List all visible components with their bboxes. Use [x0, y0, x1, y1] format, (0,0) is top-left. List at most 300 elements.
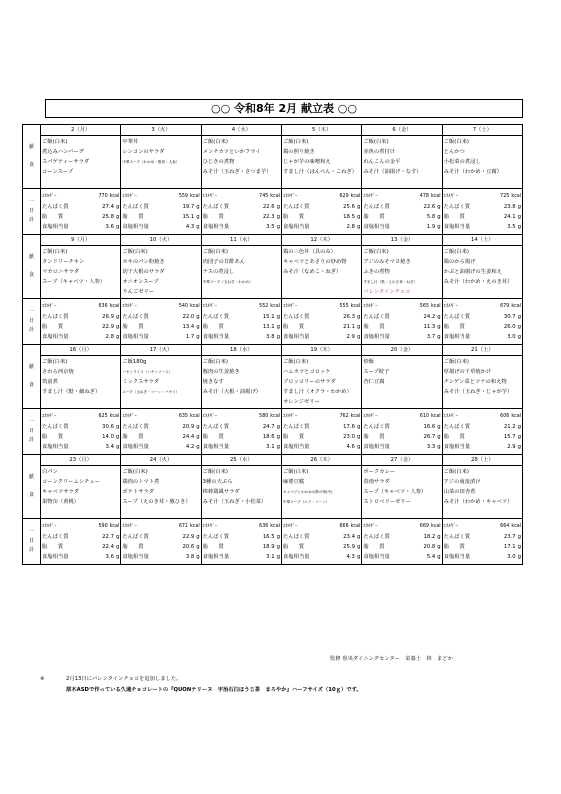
- nutrient-energy-label: ｴﾈﾙｷﾞｰ: [443, 524, 459, 529]
- nutrient-salt-label: 食塩相当量: [443, 444, 471, 450]
- nutrient-salt-number: 3.1: [266, 554, 275, 560]
- nutrient-protein: [283, 422, 360, 432]
- nutrient-salt-label: 食塩相当量: [42, 334, 69, 340]
- nutrient-salt-unit: g: [517, 224, 521, 230]
- nutrient-energy-label: ｴﾈﾙｷﾞｰ: [363, 414, 378, 419]
- nutrient-fat-label: 脂 質: [443, 544, 465, 550]
- nutrient-salt-number: 4.3: [346, 554, 355, 560]
- dish-item: れんこんの金平: [363, 159, 401, 165]
- nutrient-energy-label: ｴﾈﾙｷﾞｰ: [42, 524, 57, 529]
- nutrient-protein-number: 22.6: [423, 204, 436, 210]
- nutrient-protein-number: 30.7: [503, 314, 516, 320]
- nutrient-fat: [122, 212, 199, 222]
- dish-item: みそ汁（玉ねぎ・小松菜）: [202, 499, 267, 505]
- day-nutrition-cell: [442, 519, 522, 565]
- dish-item: 鶏の照り焼き: [282, 149, 315, 155]
- nutrient-energy-label: ｴﾈﾙｷﾞｰ: [122, 524, 137, 529]
- dish-item: スパゲティーサラダ: [42, 159, 90, 165]
- nutrient-protein: [42, 422, 119, 432]
- nutrient-fat-number: 17.1: [503, 544, 516, 550]
- nutrient-protein-number: 22.0: [182, 314, 195, 320]
- nutrient-fat-value: [343, 212, 360, 222]
- nutrient-energy-value: [339, 522, 360, 532]
- dish-item: ポークカレー: [363, 469, 396, 475]
- nutrient-salt-value: [347, 222, 361, 232]
- dish-item: ご飯(白米): [443, 249, 469, 255]
- dish-item: ブロッコリーのサラダ: [282, 379, 336, 385]
- nutrient-salt-value: [186, 442, 200, 452]
- nutrient-energy: [444, 522, 521, 532]
- menu-side-label: [23, 345, 41, 409]
- day-header: 3（火）: [121, 125, 200, 136]
- dish-item: メンチカツといかフライ: [202, 149, 261, 155]
- day-menu-cell: [201, 455, 281, 519]
- nutrient-protein-label: たんぱく質: [122, 534, 149, 540]
- nutrient-fat-value: [182, 432, 199, 442]
- dish-item: 杏仁豆腐: [363, 379, 385, 385]
- nutrient-fat-label: 脂 質: [443, 214, 465, 220]
- nutrient-fat: [42, 542, 119, 552]
- day-nutrition-cell: [121, 189, 201, 235]
- credit-line: 監修 県央ダイニングセンター 栄養士 林 まどか: [330, 656, 453, 662]
- dish-item: ミックスサラダ: [122, 379, 160, 385]
- nutrient-fat-number: 24.4: [182, 434, 195, 440]
- nutrient-protein-unit: g: [437, 204, 441, 210]
- nutrient-energy-label: ｴﾈﾙｷﾞｰ: [363, 304, 378, 309]
- nutrient-salt-number: 3.0: [507, 334, 516, 340]
- nutrient-fat-value: [423, 432, 440, 442]
- nutrient-energy-value: [179, 302, 200, 312]
- nutrient-salt-unit: g: [196, 334, 200, 340]
- nutrient-protein-value: [343, 202, 360, 212]
- nutrient-protein-label: たんぱく質: [282, 534, 310, 540]
- nutrient-protein-unit: g: [356, 204, 361, 210]
- nutrient-protein: [444, 202, 521, 212]
- nutrition-side-label: [23, 519, 41, 565]
- nutrient-salt-number: 3.5: [266, 224, 275, 230]
- nutrient-energy: [363, 412, 440, 422]
- nutrient-salt-number: 2.9: [507, 444, 516, 450]
- nutrient-energy-label: ｴﾈﾙｷﾞｰ: [363, 524, 378, 529]
- nutrient-fat-label: 脂 質: [282, 434, 305, 440]
- dish-item: ご飯(白米): [282, 359, 309, 365]
- nutrient-protein-value: [504, 422, 521, 432]
- nutrient-fat-number: 22.3: [262, 214, 275, 220]
- nutrient-energy-number: 770: [98, 194, 108, 199]
- dish-item: みそ汁（わかめ・豆腐）: [443, 169, 502, 175]
- nutrient-protein-unit: g: [276, 314, 280, 320]
- nutrient-fat-unit: g: [115, 544, 120, 550]
- dish-item: 中華丼: [122, 139, 139, 145]
- dish-item: 果物缶（黄桃）: [42, 499, 80, 505]
- nutrient-salt-value: [186, 332, 200, 342]
- nutrition-row: [23, 519, 523, 565]
- nutrient-fat-value: [263, 542, 280, 552]
- nutrient-fat-number: 25.8: [102, 214, 114, 220]
- nutrient-fat: [363, 432, 440, 442]
- nutrient-salt-label: 食塩相当量: [202, 554, 230, 560]
- day-nutrition-cell: [281, 409, 361, 455]
- dish-item: 鶏肉のトマト煮: [122, 479, 160, 485]
- day-header: 25（水）: [202, 455, 281, 466]
- nutrient-salt-label: 食塩相当量: [443, 554, 471, 560]
- day-menu-cell: [121, 125, 201, 189]
- nutrient-salt-label: 食塩相当量: [202, 224, 230, 230]
- nutrient-protein-unit: g: [437, 534, 441, 540]
- nutrient-fat-label: 脂 質: [42, 214, 64, 220]
- nutrient-salt-unit: g: [276, 334, 280, 340]
- dish-item: ポテトサラダ: [122, 489, 155, 495]
- day-header: 4（水）: [202, 125, 281, 136]
- nutrient-protein-number: 26.3: [343, 314, 355, 320]
- nutrient-fat-unit: g: [115, 214, 120, 220]
- nutrient-salt-unit: g: [437, 334, 441, 340]
- nutrient-protein-number: 26.9: [102, 314, 114, 320]
- nutrient-salt-label: 食塩相当量: [42, 444, 69, 450]
- nutrient-fat-label: 脂 質: [363, 324, 385, 330]
- nutrient-salt: [122, 442, 199, 452]
- nutrient-protein-label: たんぱく質: [443, 314, 471, 320]
- nutrient-salt-label: 食塩相当量: [363, 554, 390, 560]
- nutrient-salt-number: 2.8: [346, 224, 355, 230]
- nutrient-fat-label: 脂 質: [202, 324, 224, 330]
- day-nutrition-cell: [121, 299, 201, 345]
- nutrient-protein-unit: g: [196, 204, 200, 210]
- day-nutrition-cell: [201, 409, 281, 455]
- dish-item: 切干大根のサラダ: [122, 269, 165, 275]
- menu-side-label: [23, 455, 41, 519]
- nutrient-salt-unit: g: [276, 224, 280, 230]
- nutrient-protein: [122, 202, 199, 212]
- nutrient-protein-unit: g: [196, 534, 200, 540]
- nutrient-salt-value: [186, 552, 200, 562]
- nutrient-protein-value: [263, 312, 280, 322]
- nutrient-salt: [203, 332, 280, 342]
- nutrient-protein-label: たんぱく質: [42, 534, 69, 540]
- day-header: 23（月）: [41, 455, 120, 466]
- nutrient-energy: [283, 192, 360, 202]
- nutrient-salt-number: 2.9: [346, 334, 355, 340]
- nutrient-salt: [444, 332, 521, 342]
- dish-item: ご飯(白米): [363, 139, 389, 145]
- nutrient-energy-value: [420, 522, 441, 532]
- nutrient-salt-label: 食塩相当量: [202, 334, 230, 340]
- nutrient-salt-unit: g: [356, 444, 361, 450]
- nutrient-energy-label: ｴﾈﾙｷﾞｰ: [202, 414, 218, 419]
- nutrient-salt-value: [347, 332, 361, 342]
- nutrient-fat-label: 脂 質: [443, 324, 465, 330]
- nutrient-salt-label: 食塩相当量: [122, 224, 149, 230]
- day-header: 10（火）: [121, 235, 200, 246]
- menu-table: [22, 124, 523, 565]
- dish-item: ご飯(白米): [122, 249, 148, 255]
- dish-item: ご飯(白米): [443, 139, 469, 145]
- nutrient-energy-value: [339, 192, 360, 202]
- dish-item: みそ汁（油揚げ・なす）: [363, 169, 422, 175]
- nutrient-energy-value: [339, 412, 360, 422]
- nutrient-fat-label: 脂 質: [122, 434, 144, 440]
- nutrient-salt-value: [266, 442, 280, 452]
- dish-item: りんごゼリー: [122, 289, 155, 295]
- nutrient-salt-unit: g: [115, 444, 120, 450]
- nutrient-energy-number: 669: [419, 524, 429, 529]
- nutrient-fat-number: 22.9: [102, 324, 114, 330]
- nutrient-energy: [203, 192, 280, 202]
- nutrient-protein-label: たんぱく質: [363, 424, 390, 430]
- nutrient-protein-number: 22.9: [182, 534, 195, 540]
- dish-item: ご飯(白米): [202, 139, 228, 145]
- nutrient-fat-label: 脂 質: [122, 544, 144, 550]
- nutrient-protein-number: 23.7: [503, 534, 516, 540]
- nutrient-fat-unit: g: [356, 434, 361, 440]
- nutrient-salt-number: 5.4: [426, 554, 436, 560]
- nutrient-energy-unit: kcal: [430, 524, 441, 529]
- nutrient-protein-value: [343, 532, 360, 542]
- dish-item: 中華スープ（ニラ・コーン）: [282, 500, 330, 504]
- day-nutrition-cell: [121, 519, 201, 565]
- nutrient-protein: [283, 312, 360, 322]
- day-nutrition-cell: [281, 519, 361, 565]
- dish-item: みそ汁（大根・油揚げ）: [202, 389, 261, 395]
- nutrient-energy-label: ｴﾈﾙｷﾞｰ: [443, 304, 459, 309]
- day-header: 19（木）: [282, 345, 361, 356]
- nutrient-salt-label: 食塩相当量: [443, 224, 471, 230]
- day-menu-cell: [121, 455, 201, 519]
- dish-item: みそ汁（わかめ・キャベツ）: [443, 499, 513, 505]
- nutrient-fat-number: 24.1: [503, 214, 516, 220]
- nutrient-salt: [444, 552, 521, 562]
- nutrient-salt-label: 食塩相当量: [363, 224, 390, 230]
- menu-row: [23, 455, 523, 519]
- nutrient-energy-number: 559: [178, 194, 188, 199]
- nutrient-fat: [203, 322, 280, 332]
- nutrient-energy-number: 635: [178, 414, 188, 419]
- nutrient-salt-number: 4.2: [185, 444, 195, 450]
- nutrient-protein-value: [102, 312, 119, 322]
- nutrient-salt: [203, 552, 280, 562]
- nutrient-protein: [444, 532, 521, 542]
- nutrient-energy-number: 629: [339, 194, 349, 199]
- dish-item: 小松菜の煮浸し: [443, 159, 481, 165]
- day-nutrition-cell: [442, 409, 522, 455]
- nutrient-salt-label: 食塩相当量: [122, 334, 149, 340]
- day-menu-cell: [281, 235, 361, 299]
- nutrient-energy-number: 606: [500, 414, 510, 419]
- nutrient-salt-unit: g: [356, 334, 361, 340]
- dish-item: スープ（キャベツ・人参）: [42, 279, 106, 285]
- nutrient-fat-value: [182, 322, 199, 332]
- nutrient-protein: [444, 312, 521, 322]
- nutrient-protein-unit: g: [356, 424, 361, 430]
- nutrient-energy-unit: kcal: [430, 194, 441, 199]
- nutrient-energy-number: 664: [500, 524, 510, 529]
- nutrient-fat-number: 13.1: [262, 324, 275, 330]
- day-nutrition-cell: [41, 409, 121, 455]
- nutrient-energy-value: [420, 412, 441, 422]
- nutrient-protein-number: 18.2: [423, 534, 436, 540]
- day-menu-cell: [281, 455, 361, 519]
- nutrient-salt-unit: g: [196, 444, 200, 450]
- dish-item: ご飯(白米): [42, 249, 68, 255]
- nutrient-salt-value: [507, 222, 521, 232]
- nutrient-salt-label: 食塩相当量: [363, 444, 390, 450]
- day-header: 28（土）: [443, 455, 522, 466]
- nutrient-fat-value: [423, 542, 440, 552]
- nutrient-salt-number: 3.6: [105, 224, 114, 230]
- nutrient-salt: [122, 552, 199, 562]
- nutrient-fat-value: [427, 212, 441, 222]
- nutrient-energy: [444, 192, 521, 202]
- dish-item: 炒飯: [363, 359, 374, 365]
- nutrient-salt-number: 4.3: [185, 224, 195, 230]
- nutrition-label: 一 日 計: [28, 419, 34, 443]
- nutrient-salt-number: 3.1: [266, 444, 275, 450]
- nutrient-salt: [283, 222, 360, 232]
- nutrient-salt-value: [186, 222, 200, 232]
- nutrient-protein: [203, 532, 280, 542]
- menu-side-label: [23, 125, 41, 189]
- nutrition-row: [23, 189, 523, 235]
- nutrient-protein-number: 22.7: [102, 534, 114, 540]
- nutrient-energy-number: 745: [259, 194, 269, 199]
- nutrient-energy-label: ｴﾈﾙｷﾞｰ: [42, 414, 57, 419]
- nutrient-protein-unit: g: [276, 534, 280, 540]
- dish-item: 棒棒鶏風サラダ: [202, 489, 240, 495]
- day-menu-cell: [41, 235, 121, 299]
- nutrient-fat-value: [102, 542, 119, 552]
- nutrient-energy-value: [259, 192, 280, 202]
- nutrient-energy-value: [420, 302, 441, 312]
- nutrient-salt: [122, 332, 199, 342]
- nutrient-protein-label: たんぱく質: [443, 534, 471, 540]
- dish-item: 焼きなす: [202, 379, 224, 385]
- nutrient-fat-unit: g: [276, 324, 280, 330]
- nutrient-salt-number: 3.8: [185, 554, 195, 560]
- nutrient-protein: [283, 202, 360, 212]
- nutrient-salt-value: [507, 332, 521, 342]
- day-header: 11（水）: [202, 235, 281, 246]
- day-header: 20（金）: [362, 345, 441, 356]
- dish-item: タンドリーチキン: [42, 259, 85, 265]
- nutrient-fat-value: [504, 432, 521, 442]
- day-header: 5（木）: [282, 125, 361, 136]
- nutrition-side-label: [23, 409, 41, 455]
- day-header: 27（金）: [362, 455, 441, 466]
- nutrient-salt-label: 食塩相当量: [282, 334, 310, 340]
- nutrient-salt-unit: g: [437, 224, 441, 230]
- day-menu-cell: [121, 235, 201, 299]
- day-nutrition-cell: [362, 519, 442, 565]
- day-header: 6（金）: [362, 125, 441, 136]
- nutrient-fat-label: 脂 質: [363, 544, 385, 550]
- nutrient-fat-number: 18.5: [343, 214, 355, 220]
- nutrient-protein-label: たんぱく質: [42, 424, 69, 430]
- nutrient-fat-unit: g: [115, 324, 120, 330]
- day-header: 16（月）: [41, 345, 120, 356]
- page-title: ○○ 令和8年 2月 献立表 ○○: [45, 99, 523, 118]
- nutrient-salt: [42, 222, 119, 232]
- nutrient-protein: [122, 422, 199, 432]
- nutrient-fat-unit: g: [356, 544, 361, 550]
- nutrient-protein-value: [182, 202, 199, 212]
- day-header: 24（火）: [121, 455, 200, 466]
- nutrient-fat: [444, 212, 521, 222]
- nutrient-energy-label: ｴﾈﾙｷﾞｰ: [202, 524, 218, 529]
- nutrient-fat-number: 23.0: [343, 434, 355, 440]
- day-nutrition-cell: [121, 409, 201, 455]
- nutrient-fat-number: 26.7: [423, 434, 436, 440]
- nutrient-salt-value: [427, 222, 441, 232]
- nutrient-energy: [203, 412, 280, 422]
- nutrient-fat-label: 脂 質: [282, 544, 305, 550]
- nutrient-fat: [283, 322, 360, 332]
- nutrient-energy-label: ｴﾈﾙｷﾞｰ: [202, 194, 218, 199]
- day-menu-cell: [442, 125, 522, 189]
- nutrient-salt: [42, 552, 119, 562]
- dish-item: ひじきの煮物: [202, 159, 235, 165]
- nutrient-salt-value: [266, 332, 280, 342]
- nutrient-protein-label: たんぱく質: [443, 204, 471, 210]
- nutrient-energy-value: [259, 412, 280, 422]
- nutrition-side-label: [23, 189, 41, 235]
- nutrient-energy-number: 610: [419, 414, 429, 419]
- nutrient-protein-value: [343, 312, 360, 322]
- nutrient-protein-value: [263, 422, 280, 432]
- nutrient-energy: [122, 302, 199, 312]
- nutrient-protein-number: 30.6: [102, 424, 114, 430]
- dish-item: キャベツとあさりの炒め物: [282, 259, 347, 265]
- nutrient-fat: [444, 542, 521, 552]
- dish-item: すまし汁（オクラ・わかめ）: [282, 389, 352, 395]
- nutrient-energy-unit: kcal: [350, 194, 361, 199]
- nutrient-salt-value: [427, 442, 441, 452]
- nutrient-fat: [122, 322, 199, 332]
- nutrient-salt-value: [507, 552, 521, 562]
- dish-item: ご飯(白米): [443, 469, 469, 475]
- nutrient-protein-label: たんぱく質: [282, 424, 310, 430]
- dish-item: ご飯(白米): [202, 359, 228, 365]
- nutrient-energy-number: 590: [98, 524, 108, 529]
- nutrient-salt: [42, 442, 119, 452]
- nutrient-salt-unit: g: [437, 444, 441, 450]
- dish-item: 山菜の田舎煮: [443, 489, 476, 495]
- day-menu-cell: [201, 235, 281, 299]
- nutrient-fat-value: [102, 432, 119, 442]
- nutrient-energy: [363, 192, 440, 202]
- nutrient-energy-value: [259, 522, 280, 532]
- dish-item: ご飯(白米): [122, 469, 148, 475]
- nutrient-energy-number: 555: [339, 304, 349, 309]
- day-menu-cell: [362, 455, 442, 519]
- nutrient-fat: [363, 212, 440, 222]
- nutrient-energy-value: [420, 192, 441, 202]
- nutrient-protein-unit: g: [517, 314, 521, 320]
- nutrient-energy-number: 625: [98, 414, 108, 419]
- nutrient-protein-value: [423, 532, 440, 542]
- nutrient-energy: [42, 522, 119, 532]
- nutrient-energy-value: [339, 302, 360, 312]
- nutrient-energy: [363, 522, 440, 532]
- nutrient-protein-number: 24.2: [423, 314, 436, 320]
- nutrient-fat-label: 脂 質: [363, 214, 385, 220]
- nutrient-protein-number: 16.6: [423, 424, 436, 430]
- nutrient-energy: [444, 412, 521, 422]
- nutrient-fat-label: 脂 質: [202, 544, 224, 550]
- nutrient-protein-unit: g: [276, 204, 280, 210]
- nutrient-energy-number: 565: [419, 304, 429, 309]
- nutrient-salt: [203, 442, 280, 452]
- menu-row: [23, 345, 523, 409]
